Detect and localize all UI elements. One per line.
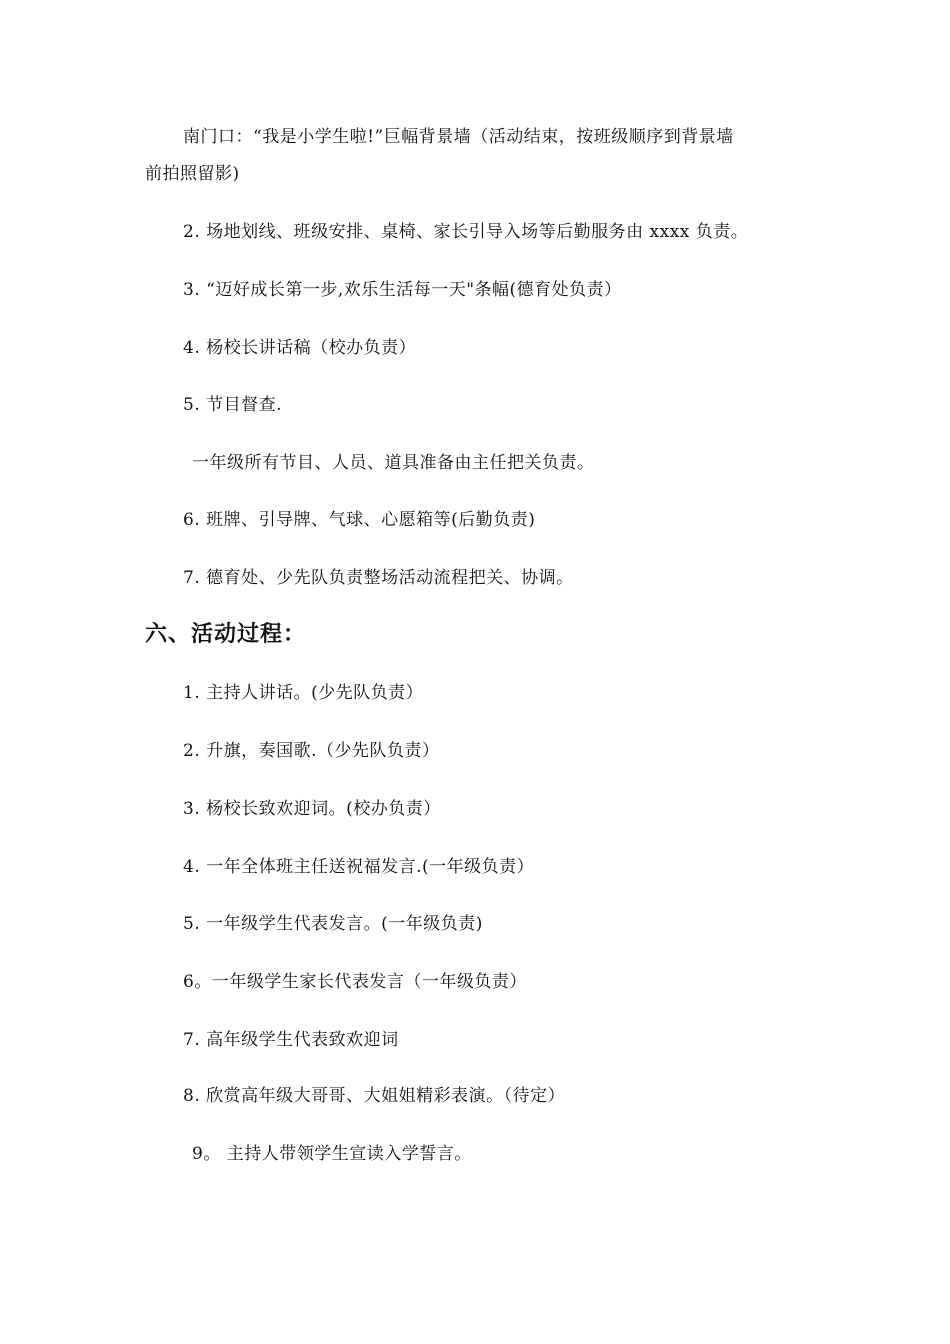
process-step-4: 4. 一年全体班主任送祝福发言.(一年级负责） (183, 857, 535, 877)
prep-item-5: 5. 节目督查. (183, 395, 283, 415)
prep-item-6: 6. 班牌、引导牌、气球、心愿箱等(后勤负责) (183, 510, 536, 530)
prep-item-2: 2. 场地划线、班级安排、桌椅、家长引导入场等后勤服务由 xxxx 负责。 (183, 222, 749, 242)
section-6-heading: 六、活动过程： (145, 622, 307, 647)
process-step-5: 5. 一年级学生代表发言。(一年级负责) (183, 914, 483, 934)
south-gate-line-1: 南门口：“我是小学生啦!”巨幅背景墙（活动结束，按班级顺序到背景墙 (183, 127, 734, 147)
process-step-6: 6。一年级学生家长代表发言（一年级负责） (183, 972, 527, 992)
process-step-7: 7. 高年级学生代表致欢迎词 (183, 1030, 399, 1050)
process-step-1: 1. 主持人讲话。(少先队负责） (183, 683, 424, 703)
process-step-8: 8. 欣赏高年级大哥哥、大姐姐精彩表演。（待定） (183, 1086, 566, 1106)
prep-item-4: 4. 杨校长讲话稿（校办负责） (183, 338, 417, 358)
process-step-9: 9。 主持人带领学生宣读入学誓言。 (192, 1144, 472, 1164)
south-gate-line-2: 前拍照留影) (145, 164, 240, 184)
process-step-2: 2. 升旗，奏国歌.（少先队负责） (183, 741, 440, 761)
prep-item-3: 3. “迈好成长第一步,欢乐生活每一天"条幅(德育处负责） (183, 280, 622, 300)
prep-item-7: 7. 德育处、少先队负责整场活动流程把关、协调。 (183, 568, 574, 588)
prep-item-5-detail: 一年级所有节目、人员、道具准备由主任把关负责。 (192, 453, 595, 473)
process-step-3: 3. 杨校长致欢迎词。(校办负责） (183, 799, 441, 819)
